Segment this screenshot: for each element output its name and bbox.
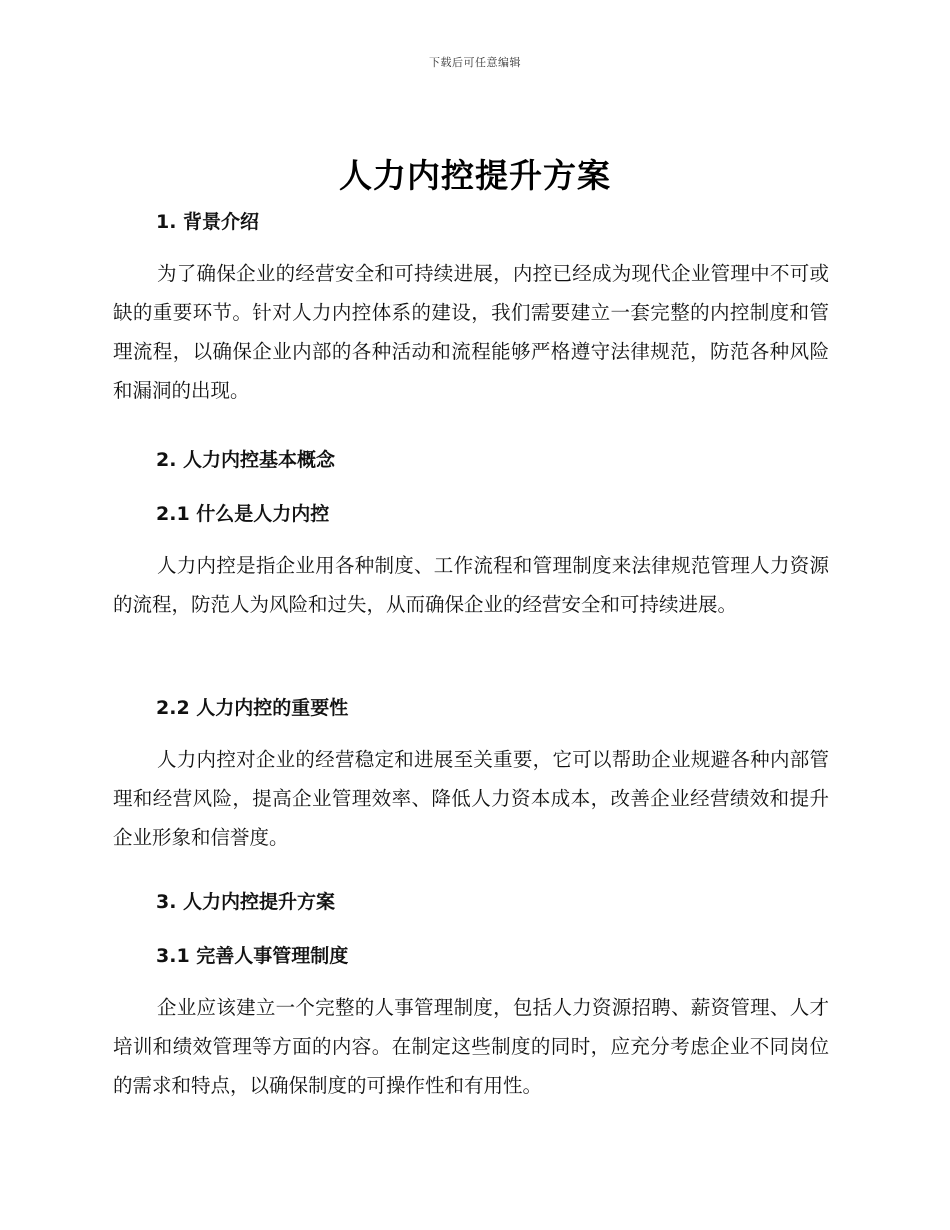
section-heading-2-2: 2.2 人力内控的重要性 — [156, 697, 349, 719]
section-heading-2-1: 2.1 什么是人力内控 — [156, 503, 330, 525]
section-paragraph-1: 为了确保企业的经营安全和可持续进展，内控已经成为现代企业管理中不可或缺的重要环节。针对人力内控体系的建设，我们需要建立一套完整的内控制度和管理流程，以确保企业内部的各种活动和流程能够严格遵守法律规范，防范各种风险和漏洞的出现。 — [113, 262, 829, 402]
section-heading-1: 1. 背景介绍 — [156, 211, 260, 233]
section-paragraph-3-1: 企业应该建立一个完整的人事管理制度，包括人力资源招聘、薪资管理、人才培训和绩效管理等方面的内容。在制定这些制度的同时，应充分考虑企业不同岗位的需求和特点，以确保制度的可操作性和有用性。 — [113, 996, 829, 1097]
header-note: 下载后可任意编辑 — [429, 56, 521, 69]
section-heading-2: 2. 人力内控基本概念 — [156, 449, 336, 471]
section-paragraph-2-2: 人力内控对企业的经营稳定和进展至关重要，它可以帮助企业规避各种内部管理和经营风险，提高企业管理效率、降低人力资本成本，改善企业经营绩效和提升企业形象和信誉度。 — [113, 748, 829, 849]
section-heading-3-1: 3.1 完善人事管理制度 — [156, 945, 349, 967]
section-heading-3: 3. 人力内控提升方案 — [156, 891, 336, 913]
section-paragraph-2-1: 人力内控是指企业用各种制度、工作流程和管理制度来法律规范管理人力资源的流程，防范人为风险和过失，从而确保企业的经营安全和可持续进展。 — [113, 554, 829, 616]
document-title: 人力内控提升方案 — [339, 156, 611, 195]
